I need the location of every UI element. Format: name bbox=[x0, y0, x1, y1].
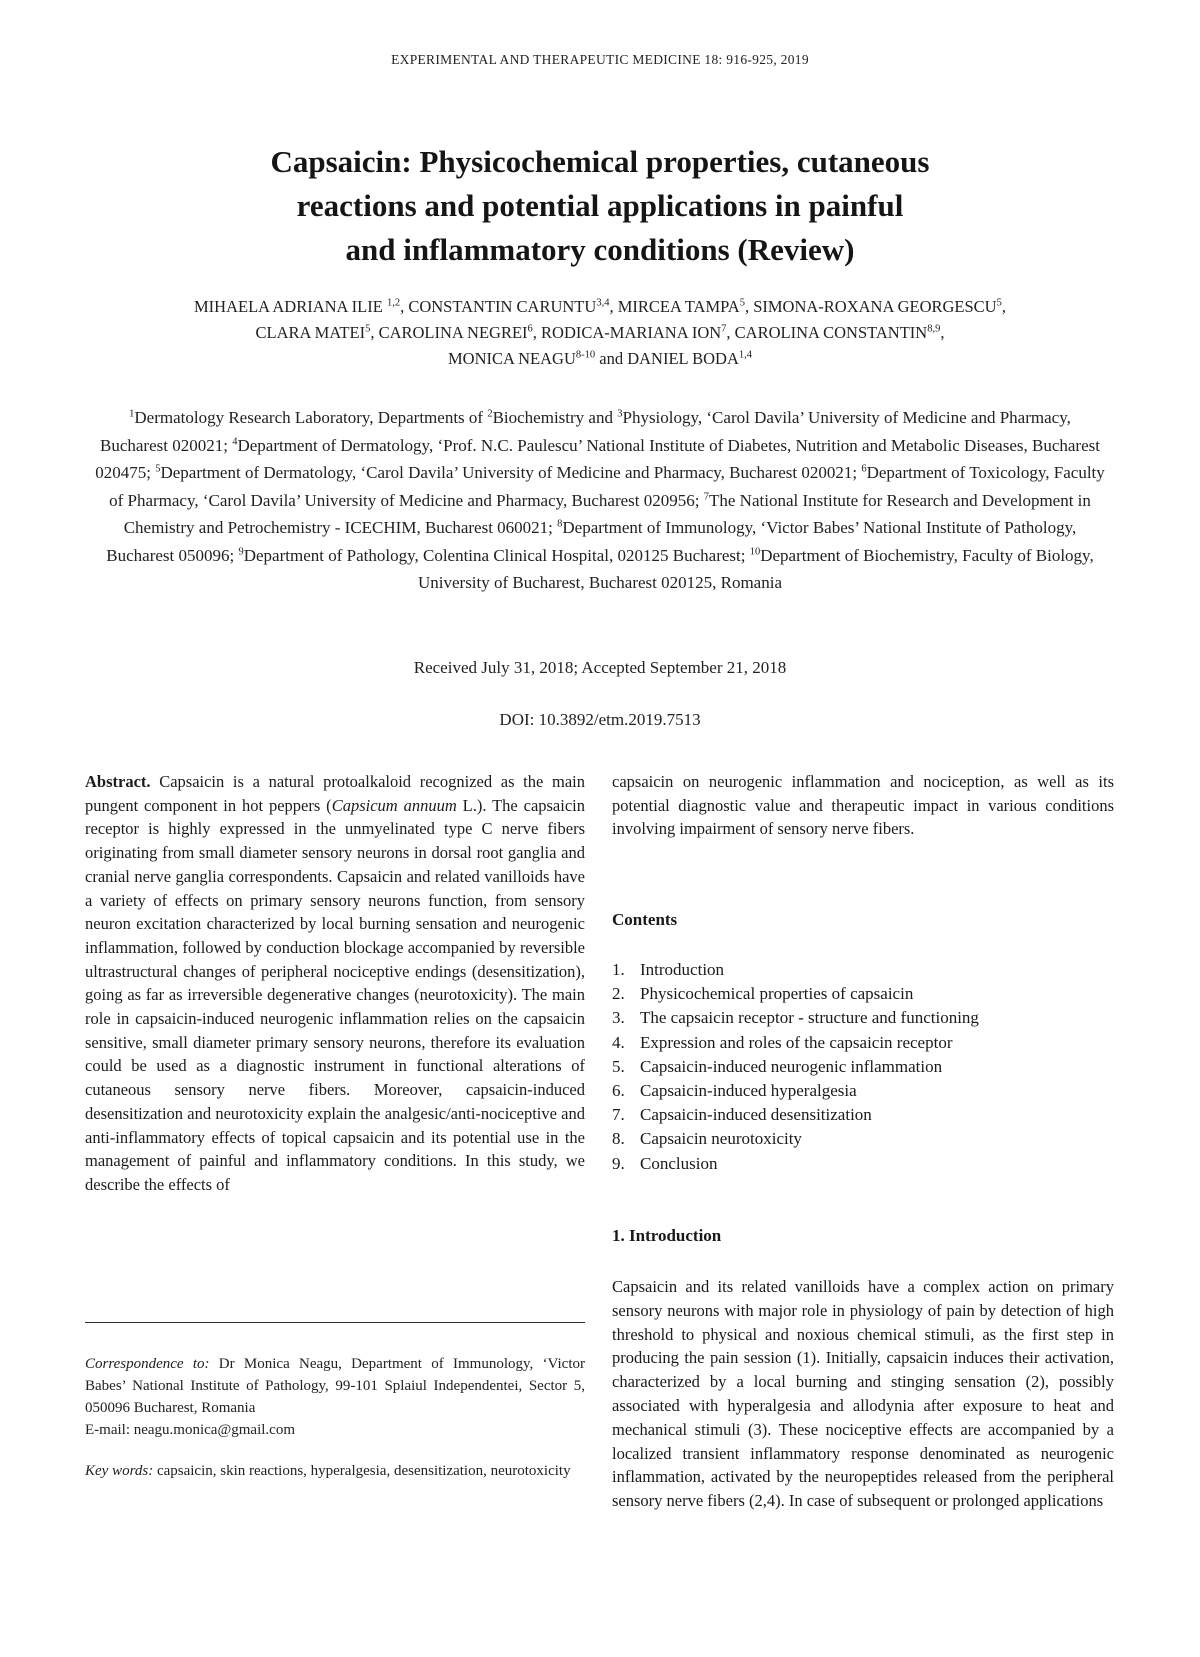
keywords-label: Key words: bbox=[85, 1463, 154, 1479]
author: SIMONA-ROXANA GEORGESCU$^5$, bbox=[753, 297, 1006, 316]
title-line-2: reactions and potential applications in painful bbox=[296, 188, 904, 223]
author: CLARA MATEI$^5$, bbox=[255, 323, 379, 342]
toc-item[interactable]: 7. Capsaicin-induced desensitization bbox=[612, 1105, 872, 1125]
toc-item[interactable]: 3. The capsaicin receptor - structure and functioning bbox=[612, 1008, 979, 1028]
affiliations: $^1$Dermatology Research Laboratory, Departments of $^2$Biochemistry and $^3$Physiology, ‘Carol Davila’ University of Medicine and Pharmacy, Bucharest 020021; $^4$Department of Dermatology, ‘Prof. N.C. Paulescu’ National Institute of Diabetes, Nutrition and Metabolic Diseases, Bucharest 020475; $^5$Department of Dermatology, ‘Carol Davila’ University of Medicine and Pharmacy, Bucharest 020021; $^6$Department of Toxicology, Faculty of Pharmacy, ‘Carol Davila’ University of Medicine and Pharmacy, Bucharest 020956; $^7$The National Institute for Research and Development in Chemistry and Petrochemistry - ICECHIM, Bucharest 060021; $^8$Department of Immunology, ‘Victor Babes’ National Institute of Pathology, Bucharest 050096; $^9$Department of Pathology, Colentina Clinical Hospital, 020125 Bucharest; $^{10}$Department of Biochemistry, Faculty of Biology, University of Bucharest, Bucharest 020125, Romania bbox=[95, 408, 1105, 592]
author: MIRCEA TAMPA$^5$, bbox=[617, 297, 754, 316]
author: MIHAELA ADRIANA ILIE $^{1,2}$, bbox=[194, 297, 409, 316]
correspondence-label: Correspondence to: bbox=[85, 1356, 210, 1372]
author: CAROLINA NEGREI$^6$, bbox=[378, 323, 542, 342]
title-line-3: and inflammatory conditions (Review) bbox=[345, 232, 855, 267]
keywords: Key words: capsaicin, skin reactions, hyperalgesia, desensitization, neurotoxicity bbox=[85, 1463, 571, 1479]
author-list bbox=[60, 294, 1140, 372]
author: DANIEL BODA$^{1,4}$ bbox=[627, 349, 752, 368]
doi[interactable]: DOI: 10.3892/etm.2019.7513 bbox=[499, 710, 701, 729]
right-column bbox=[612, 770, 1114, 841]
author: CONSTANTIN CARUNTU$^{3,4}$, bbox=[408, 297, 618, 316]
contents-heading: Contents bbox=[612, 910, 678, 929]
received-accepted-dates: Received July 31, 2018; Accepted September 21, 2018 bbox=[413, 658, 787, 677]
toc-item[interactable]: 6. Capsaicin-induced hyperalgesia bbox=[612, 1081, 857, 1101]
author: CAROLINA CONSTANTIN$^{8,9}$, bbox=[734, 323, 945, 342]
toc-item[interactable]: 1. Introduction bbox=[612, 960, 725, 979]
toc-item[interactable]: 9. Conclusion bbox=[612, 1153, 718, 1173]
toc-item[interactable]: 4. Expression and roles of the capsaicin receptor bbox=[612, 1032, 953, 1052]
title-line-1: Capsaicin: Physicochemical properties, cutaneous bbox=[270, 144, 930, 179]
correspondence-note: Correspondence to: Dr Monica Neagu, Department of Immunology, ‘Victor Babes’ National Institute of Pathology, 99-101 Splaiul Independentei, Sector 5, 050096 Bucharest, Romania E-mail: neagu.monica@gmail.com bbox=[85, 1356, 585, 1438]
left-column bbox=[85, 770, 585, 1197]
abstract-continuation: capsaicin on neurogenic inflammation and nociception, as well as its potential diagnostic value and therapeutic impact in various conditions involving impairment of sensory nerve fibers. bbox=[612, 772, 1114, 839]
abstract-heading: Abstract. bbox=[85, 772, 151, 791]
table-of-contents bbox=[612, 958, 1112, 1176]
toc-item[interactable]: 2. Physicochemical properties of capsaicin bbox=[612, 984, 914, 1004]
running-head: EXPERIMENTAL AND THERAPEUTIC MEDICINE 18: 916-925, 2019 bbox=[391, 52, 809, 67]
introduction-heading: 1. Introduction bbox=[612, 1226, 722, 1245]
author: MONICA NEAGU$^{8-10}$ and bbox=[448, 349, 628, 368]
abstract: Abstract. Capsaicin is a natural protoalkaloid recognized as the main pungent component in hot peppers (Capsicum annuum L.). The capsaicin receptor is highly expressed in the unmyelinated type C nerve fibers originating from small diameter sensory neurons in dorsal root ganglia and cranial nerve ganglia correspondents. Capsaicin and related vanilloids have a variety of effects on primary sensory neurons function, from sensory neuron excitation characterized by local burning sensation and neurogenic inflammation, followed by conduction blockage accompanied by reversible ultrastructural changes of peripheral nociceptive endings (desensitization), going as far as irreversible degenerative changes (neurotoxicity). The main role in capsaicin-induced neurogenic inflammation relies on the capsaicin sensitive, small diameter primary sensory neurons, therefore its evaluation could be used as a diagnostic instrument in functional alterations of cutaneous sensory nerve fibers. Moreover, capsaicin-induced desensitization and neurotoxicity explain the analgesic/anti-nociceptive and anti-inflammatory effects of topical capsaicin and its potential use in the management of painful and inflammatory conditions. In this study, we describe the effects of bbox=[85, 772, 585, 1194]
species-name: Capsicum annuum bbox=[331, 795, 457, 815]
toc-item[interactable]: 8. Capsaicin neurotoxicity bbox=[612, 1129, 802, 1149]
toc-item[interactable]: 5. Capsaicin-induced neurogenic inflammation bbox=[612, 1056, 943, 1076]
author: RODICA-MARIANA ION$^7$, bbox=[541, 323, 735, 342]
correspondence-email[interactable]: E-mail: neagu.monica@gmail.com bbox=[85, 1422, 295, 1438]
footnote-divider bbox=[85, 1322, 585, 1323]
paper-title bbox=[150, 140, 1050, 272]
introduction-body: Capsaicin and its related vanilloids have a complex action on primary sensory neurons with major role in physiology of pain by detection of high threshold to physical and noxious chemical stimuli, as the first step in producing the pain session (1). Initially, capsaicin induces their activation, characterized by a local burning and stinging sensation (2), possibly associated with hyperalgesia and allodynia after exposure to heat and mechanical stimuli (3). These nociceptive effects are accompanied by a localized transient inflammatory response denominated as neurogenic inflammation, activated by the neuropeptides released from the peripheral sensory nerve fibers (2,4). In case of subsequent or prolonged applications bbox=[612, 1277, 1114, 1511]
